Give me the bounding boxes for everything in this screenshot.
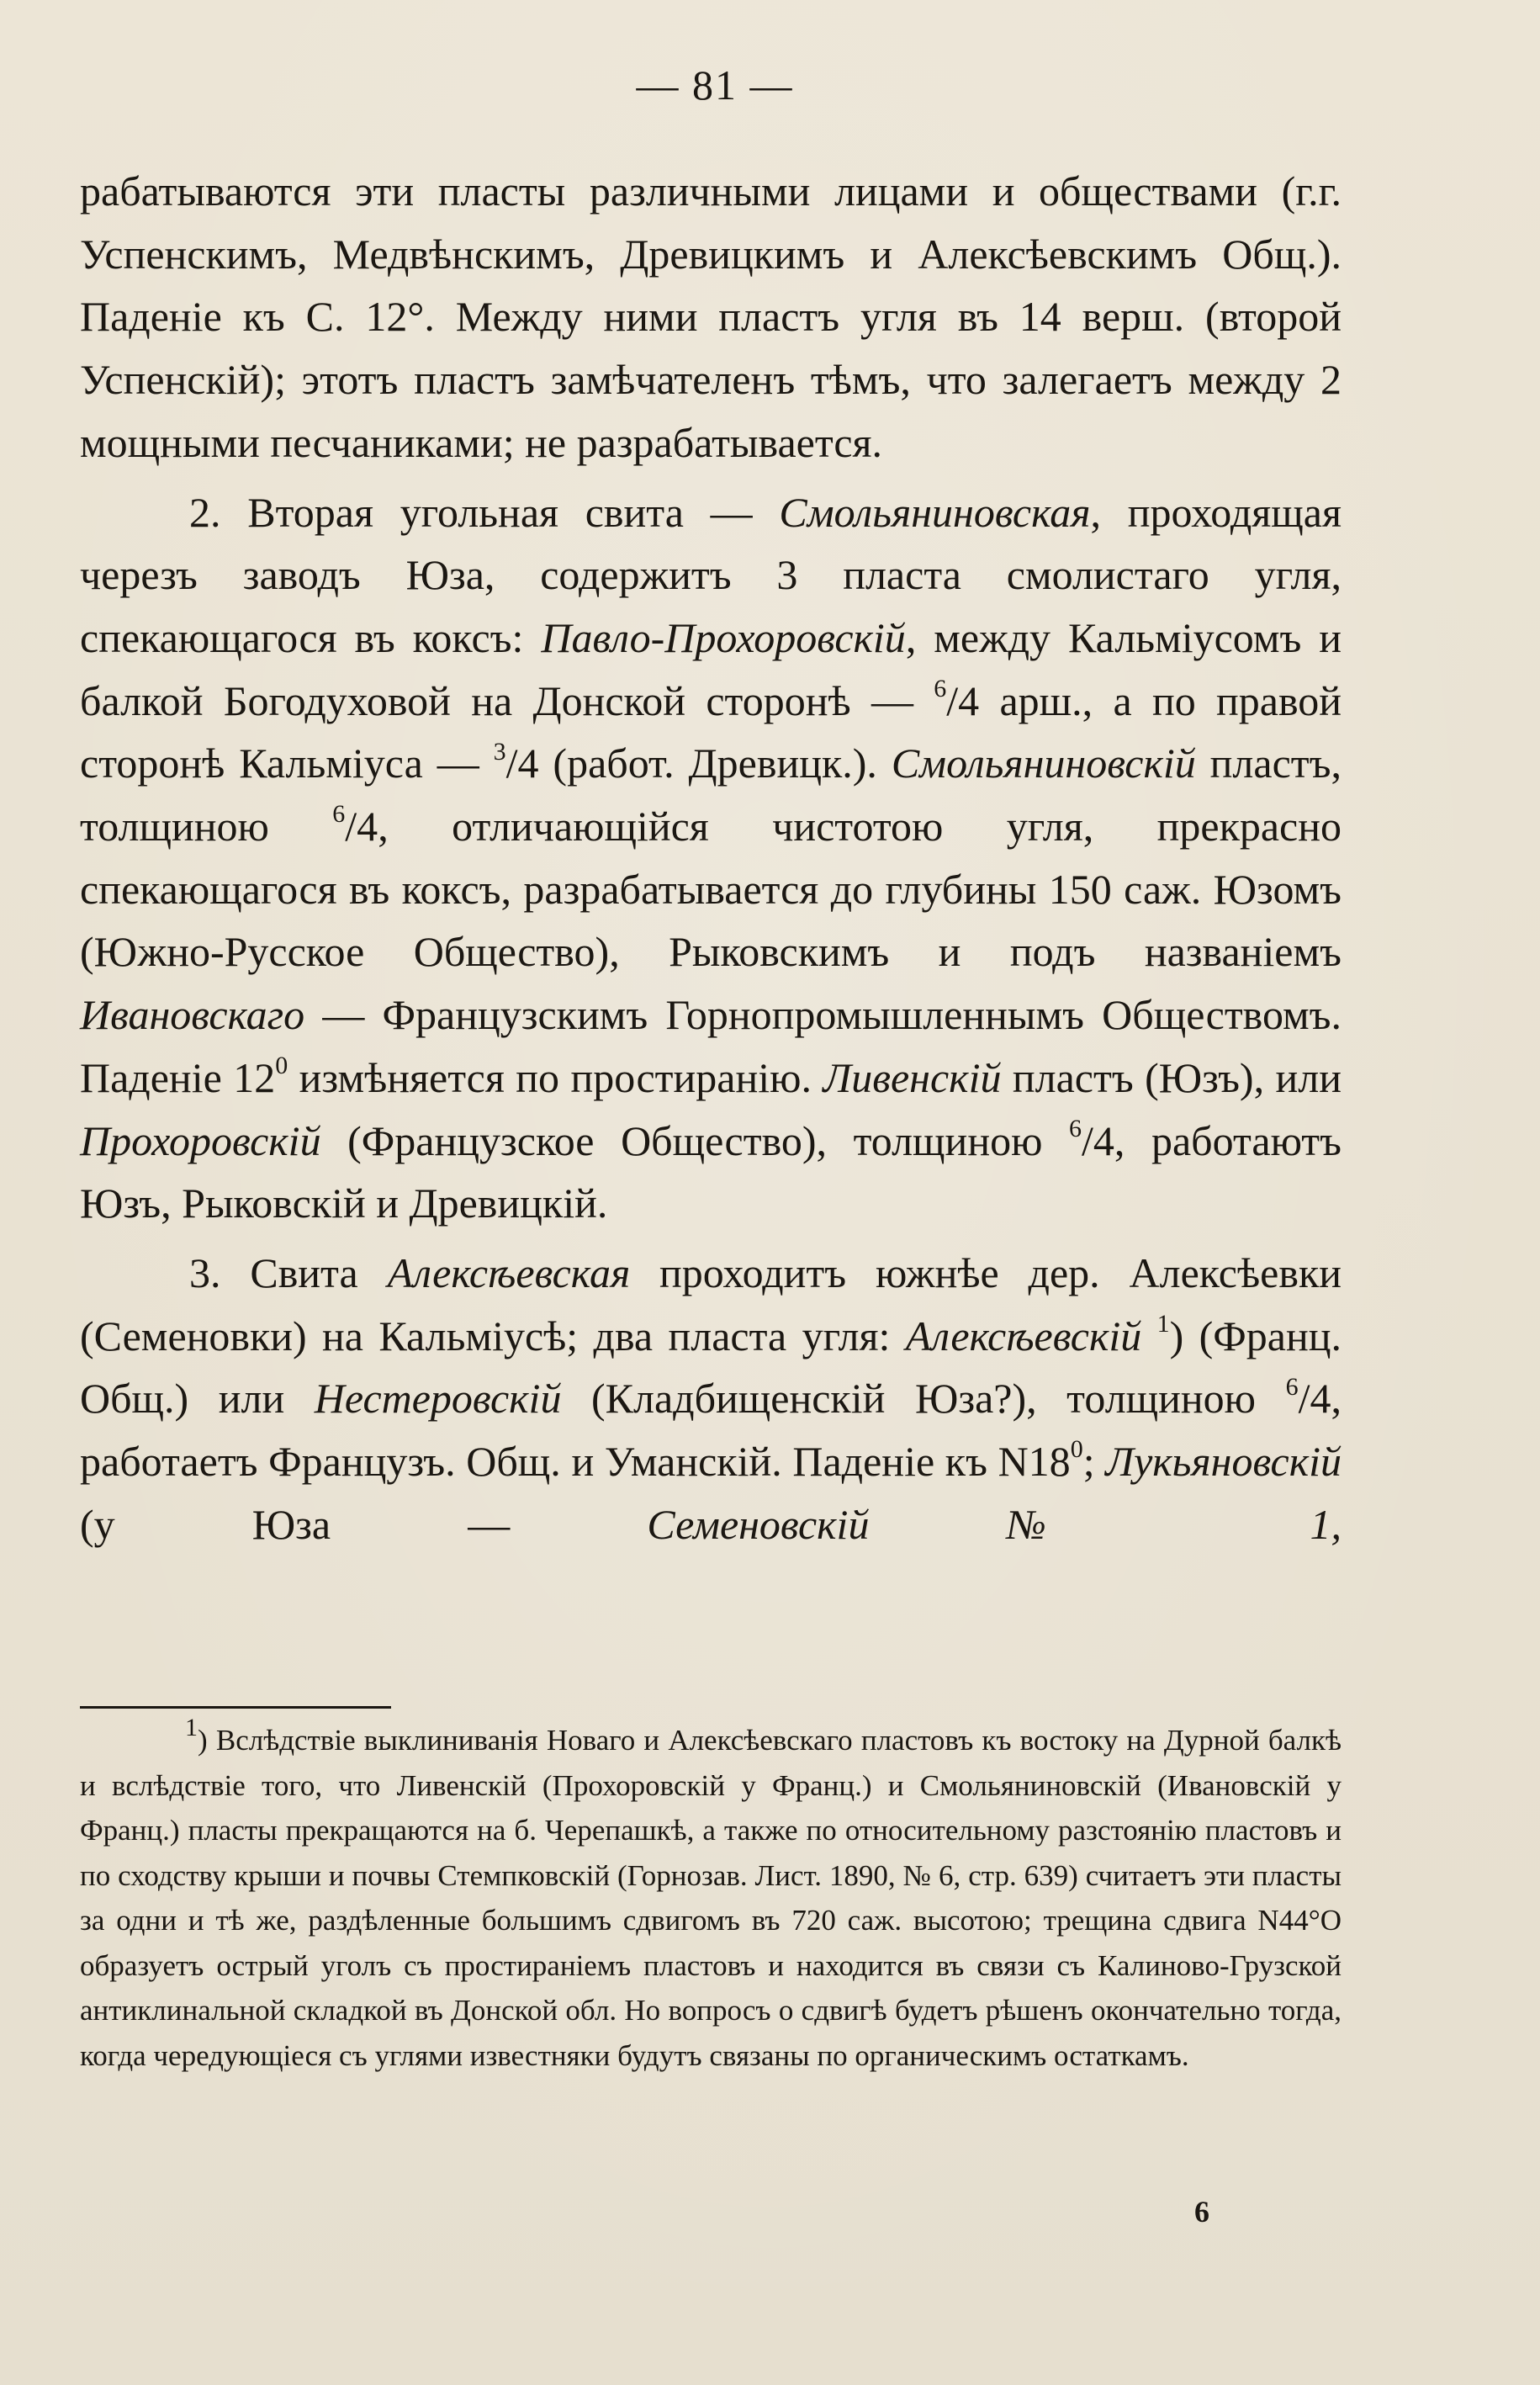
- fraction-numerator: 6: [332, 800, 346, 829]
- fraction-denominator: /4: [1298, 1375, 1331, 1423]
- text-run: арш., а по правой сторонѣ Кальміуса —: [80, 676, 1342, 787]
- italic-term: Нестеровскій: [314, 1375, 562, 1423]
- fraction-denominator: /4: [946, 676, 980, 724]
- italic-term: Прохоровскій: [80, 1116, 321, 1164]
- text-run: пластъ, толщиною: [80, 739, 1342, 851]
- page-number: — 81 —: [636, 61, 794, 109]
- text-run: , работаютъ Юзъ, Рыковскій и Древицкій.: [80, 1116, 1342, 1227]
- text-run: , проходящая черезъ заводъ Юза, содержитъ 3 пласта смолистаго угля, спекающагося въ коксъ:: [80, 488, 1342, 661]
- text-run: — Французскимъ Горнопромышленнымъ Обществомъ. Паденіе 12: [80, 991, 1342, 1101]
- fraction-denominator: /4: [505, 739, 539, 787]
- paragraph-continuation: рабатываются эти пласты различными лицами и обществами (г.г. Успенскимъ, Медвѣнскимъ, Древицкимъ и Алексѣевскимъ Общ.). Паденіе къ С. 12°. Между ними пластъ угля въ 14 верш. (второй Успенскій); этотъ пластъ замѣчателенъ тѣмъ, что залегаетъ между 2 мощными песчаниками; не разрабатывается.: [80, 167, 1342, 466]
- text-run: , отличающійся чистотою угля, прекрасно спекающагося въ коксъ, разрабатывается до глубины 150 саж. Юзомъ (Южно-Русское Общество), Рыковскимъ и подъ названіемъ: [80, 803, 1342, 976]
- text-run: измѣняется по простиранію.: [288, 1053, 823, 1101]
- fraction-numerator: 6: [1285, 1372, 1299, 1401]
- text-run: , между Кальміусомъ и балкой Богодуховой на Донской сторонѣ —: [80, 613, 1342, 724]
- fraction-numerator: 6: [934, 674, 947, 702]
- footnote-separator: [80, 1706, 391, 1709]
- text-run: (работ. Древицк.).: [538, 739, 892, 787]
- fraction-numerator: 3: [493, 737, 506, 766]
- footnote-reference[interactable]: 1: [1156, 1310, 1170, 1338]
- footnote-text: ) Вслѣдствіе выклиниванія Новаго и Алексѣевскаго пластовъ къ востоку на Дурной балкѣ и вслѣдствіе того, что Ливенскій (Прохоровскій у Франц.) и Смольяниновскій (Ивановскій у Франц.) пласты прекращаются на б. Черепашкѣ, а также по относительному разстоянію пластовъ и по сходству крыши и почвы Стемпковскій (Горнозав. Лист. 1890, № 6, стр. 639) считаетъ эти пласты за одни и тѣ же, раздѣленные большимъ сдвигомъ въ 720 саж. высотою; трещина сдвига N44°O образуетъ острый уголъ съ простираніемъ пластовъ и находится въ связи съ Калиново-Грузской антиклинальной складкой въ Донской обл. Но вопросъ о сдвигѣ будетъ рѣшенъ окончательно тогда, когда чередующіеся съ углями известняки будутъ связаны по органическимъ остаткамъ.: [80, 1724, 1342, 2072]
- text-run: ;: [1082, 1438, 1106, 1486]
- fraction-denominator: /4: [1082, 1116, 1114, 1164]
- degree-mark: 0: [1070, 1435, 1083, 1464]
- text-run: 3. Свита: [189, 1248, 388, 1296]
- footnote-marker: 1: [185, 1714, 198, 1742]
- paragraph-3: [80, 1242, 1342, 1556]
- fraction-denominator: /4: [345, 803, 378, 851]
- signature-mark: 6: [1194, 2195, 1209, 2229]
- italic-term: Ливенскій: [823, 1053, 1002, 1101]
- italic-term: Семеновскій № 1,: [647, 1500, 1342, 1548]
- text-run: , работаетъ Французъ. Общ. и Уманскій. Паденіе къ N18: [80, 1375, 1342, 1486]
- italic-term: Смольяниновскій: [891, 739, 1196, 787]
- degree-mark: 0: [275, 1052, 288, 1080]
- italic-term: Ивановскаго: [80, 991, 305, 1039]
- text-run: (Кладбищенскій Юза?), толщиною: [561, 1375, 1286, 1423]
- italic-term: Алексѣевская: [387, 1248, 631, 1296]
- paragraph-2: [80, 481, 1342, 1235]
- text-run: проходитъ южнѣе дер. Алексѣевки (Семеновки) на Кальміусѣ; два пласта угля:: [80, 1248, 1342, 1359]
- body-text: [80, 160, 1342, 1556]
- text-run: пластъ (Юзъ), или: [1001, 1053, 1342, 1101]
- italic-term: Павло-Прохоровскій: [541, 613, 906, 661]
- text-run: (Французское Общество), толщиною: [320, 1116, 1069, 1164]
- text-run: ) (Франц. Общ.) или: [80, 1312, 1342, 1423]
- italic-term: Лукьяновскій: [1105, 1438, 1342, 1486]
- footnote: [80, 1714, 1342, 2078]
- italic-term: Смольяниновская: [779, 488, 1091, 536]
- text-run: 2. Вторая угольная свита —: [189, 488, 780, 536]
- fraction-numerator: 6: [1069, 1114, 1082, 1142]
- italic-term: Алексѣевскій: [905, 1312, 1142, 1359]
- text-run: (у Юза —: [80, 1500, 648, 1548]
